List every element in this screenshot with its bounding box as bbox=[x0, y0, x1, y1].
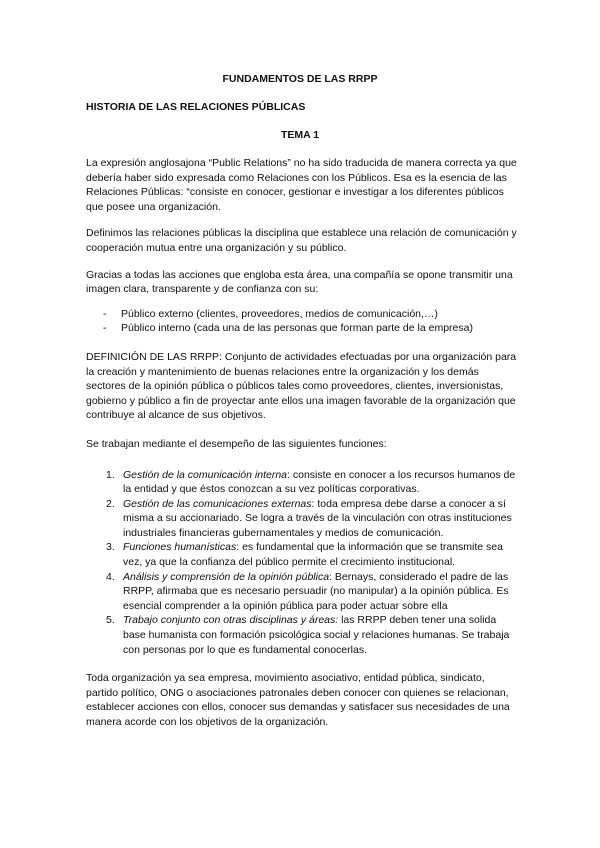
function-term: Trabajo conjunto con otras disciplinas y áreas: bbox=[123, 614, 339, 627]
function-term: Gestión de la comunicación interna bbox=[123, 468, 288, 481]
list-item bbox=[86, 468, 518, 497]
function-term: Funciones humanísticas bbox=[123, 541, 237, 554]
document-subtitle: HISTORIA DE LAS RELACIONES PÚBLICAS bbox=[86, 101, 306, 113]
list-number: 1. bbox=[106, 468, 115, 481]
function-text: : toda empresa debe darse a conocer a sí misma a su accionariado. Se logra a través de la vinculación con otras instituciones industriales financieras gubernamentales y medios de comunicación. bbox=[123, 497, 512, 539]
list-item bbox=[86, 613, 518, 657]
list-number: 3. bbox=[106, 541, 115, 554]
paragraph-definition-discipline: Definimos las relaciones públicas la disciplina que establece una relación de comunicación y cooperación mutua entre una organización y su público. bbox=[86, 227, 517, 254]
paragraph-rrpp-definition: DEFINICIÓN DE LAS RRPP: Conjunto de actividades efectuadas por una organización para la creación y mantenimiento de buenas relaciones entre la organización y los demás sectores de la opinión pública o públicos tales como proveedores, clientes, inversionistas, gobierno y público a fin de proyectar ante ellos una imagen favorable de la organización que contribuye al alcance de sus objetivos. bbox=[86, 350, 517, 422]
topic-heading: TEMA 1 bbox=[280, 129, 320, 141]
function-term: Gestión de las comunicaciones externas bbox=[123, 497, 312, 510]
document-body bbox=[86, 156, 518, 742]
paragraph-image: Gracias a todas las acciones que engloba esta área, una compañía se opone transmitir una imagen clara, transparente y de confianza con su: bbox=[86, 268, 513, 296]
list-number: 2. bbox=[106, 497, 115, 510]
function-text: : consiste en conocer a los recursos humanos de la entidad y que éstos conozcan a su vez políticas corporativas. bbox=[123, 468, 516, 496]
paragraph-intro: La expresión anglosajona “Public Relations” no ha sido traducida de manera correcta ya que debería haber sido expresada como Relaciones con los Públicos. Esa es la esencia de las Relaciones Públicas: “consiste en conocer, gestionar e investigar a los diferentes públicos que posee una organización. bbox=[86, 157, 517, 213]
function-text: : Bernays, considerado el padre de las RRPP, afirmaba que es necesario persuadir (no manipular) a la opinión pública. Es esencial comprender a la opinión pública para poder actuar sobre ella bbox=[123, 570, 509, 612]
list-item: - Público externo (clientes, proveedores, medios de comunicación,…) bbox=[86, 307, 518, 322]
document-title: FUNDAMENTOS DE LAS RRPP bbox=[222, 73, 378, 85]
list-item: - Público interno (cada una de las personas que forman parte de la empresa) bbox=[86, 321, 518, 336]
list-item bbox=[86, 497, 518, 541]
function-text: : es fundamental que la información que se transmite sea vez, ya que la confianza del público permite el crecimiento institucional. bbox=[123, 541, 503, 569]
list-number: 5. bbox=[106, 614, 115, 627]
function-term: Análisis y comprensión de la opinión pública bbox=[123, 570, 330, 583]
functions-list bbox=[86, 468, 518, 658]
list-number: 4. bbox=[106, 570, 115, 583]
list-item bbox=[86, 570, 518, 614]
function-text: las RRPP deben tener una solida base humanista con formación psicológica social y relaciones humanas. Se trabaja con personas por lo que es fundamental conocerlas. bbox=[123, 614, 510, 656]
list-item bbox=[86, 540, 518, 569]
paragraph-conclusion: Toda organización ya sea empresa, movimiento asociativo, entidad pública, sindicato, partido político, ONG o asociaciones patronales deben conocer con quienes se relacionan, establecer acciones con ellos, conocer sus demandas y satisfacer sus necesidades de una manera acorde con los objetivos de la organización. bbox=[86, 672, 510, 728]
audience-list bbox=[86, 307, 518, 336]
paragraph-functions-intro: Se trabajan mediante el desempeño de las siguientes funciones: bbox=[86, 437, 387, 450]
